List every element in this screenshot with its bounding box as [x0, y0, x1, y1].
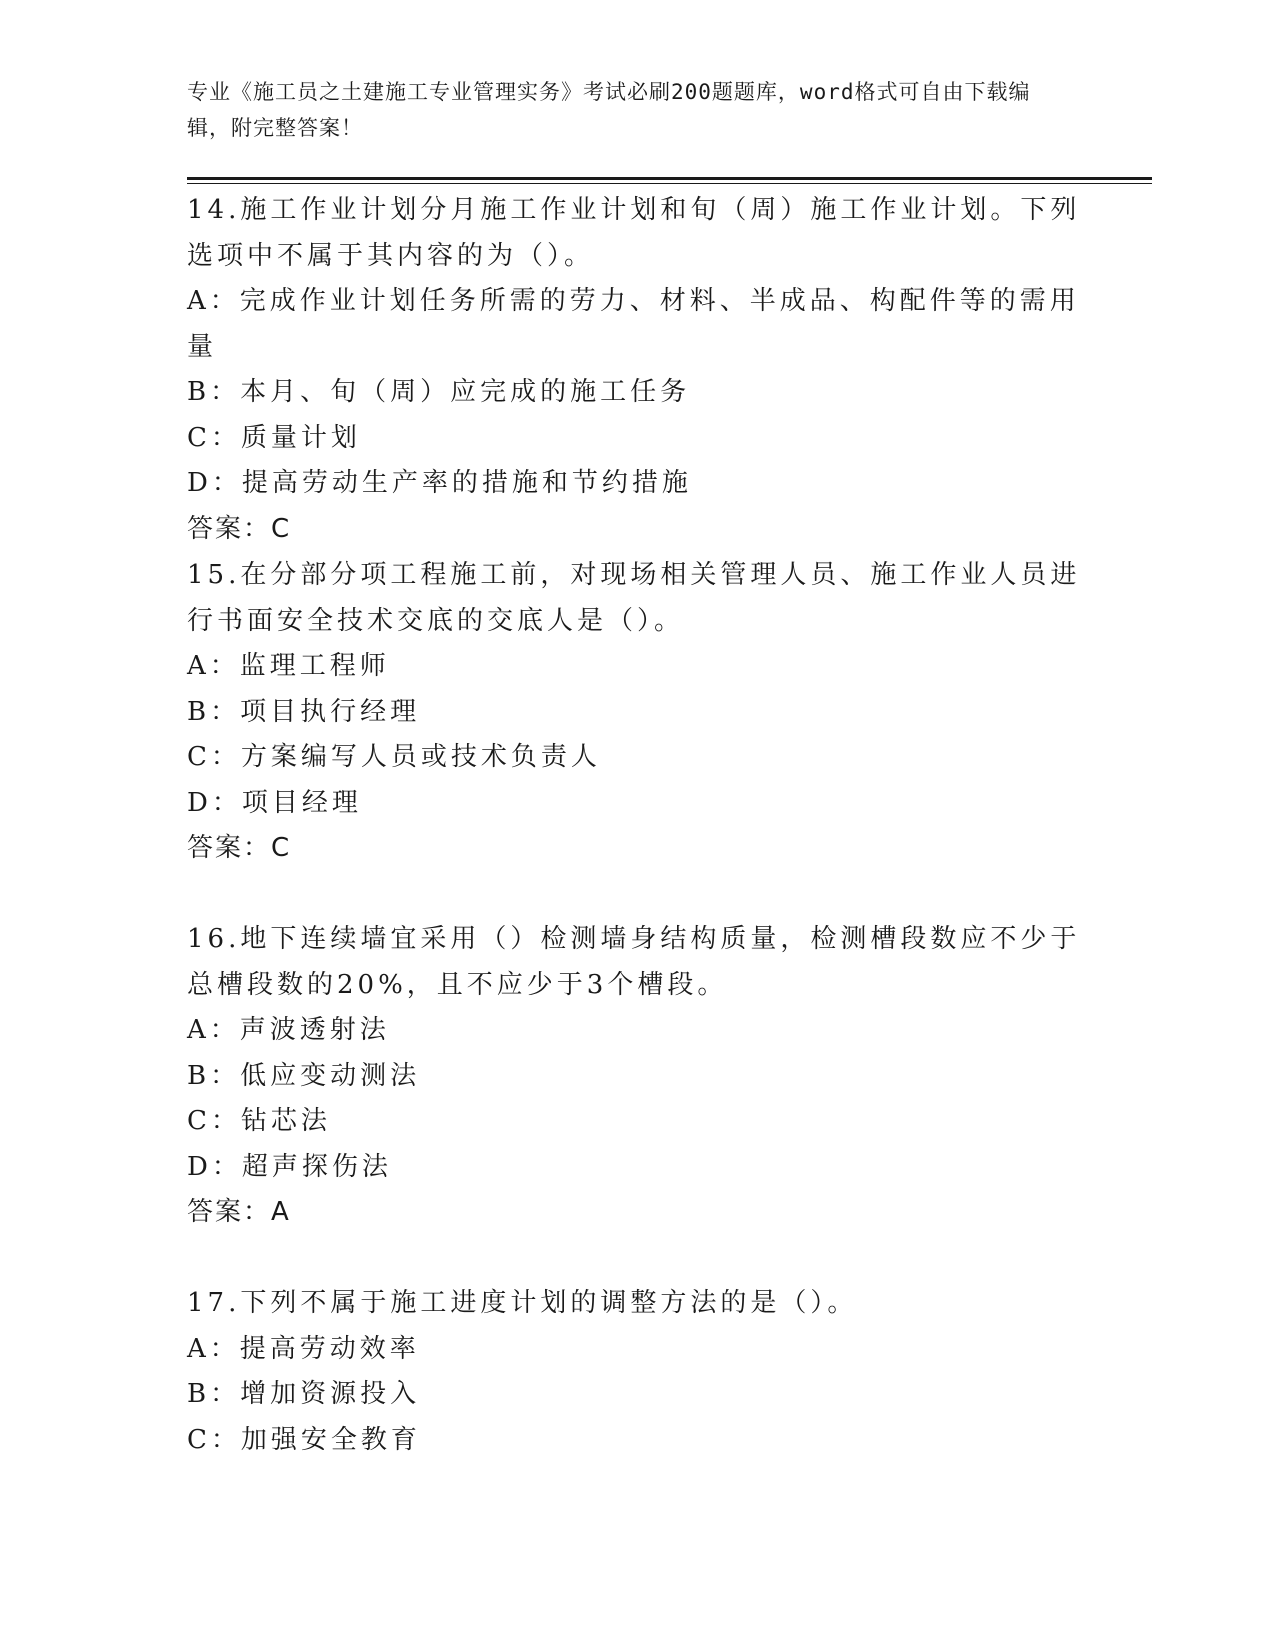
question-15 [187, 553, 1087, 872]
question-stem: 14.施工作业计划分月施工作业计划和旬（周）施工作业计划。下列选项中不属于其内容的为（）。 [187, 195, 1081, 271]
option-a: A：完成作业计划任务所需的劳力、材料、半成品、构配件等的需用量 [187, 286, 1080, 362]
option-a: A：声波透射法 [187, 1015, 390, 1045]
option-c: C：加强安全教育 [187, 1424, 421, 1455]
answer: 答案：C [187, 833, 292, 863]
document-header: 专业《施工员之土建施工专业管理实务》考试必刷200题题库，word格式可自由下载编辑，附完整答案！ [187, 80, 1031, 140]
header-divider-thick [187, 177, 1152, 180]
option-b: B：项目执行经理 [187, 696, 421, 727]
option-a: A：提高劳动效率 [187, 1333, 420, 1364]
option-d: D：项目经理 [187, 787, 362, 818]
option-b: B：低应变动测法 [187, 1060, 421, 1091]
answer: 答案：A [187, 1197, 291, 1227]
answer: 答案：C [187, 513, 292, 544]
question-14 [187, 188, 1087, 552]
option-c: C：质量计划 [187, 422, 361, 453]
option-b: B：增加资源投入 [187, 1379, 421, 1409]
question-16 [187, 917, 1087, 1236]
option-a: A：监理工程师 [187, 651, 390, 681]
option-d: D：超声探伤法 [187, 1151, 392, 1182]
question-stem: 15.在分部分项工程施工前，对现场相关管理人员、施工作业人员进行书面安全技术交底的交底人是（）。 [187, 560, 1081, 636]
question-stem: 17.下列不属于施工进度计划的调整方法的是（）。 [187, 1288, 858, 1318]
option-c: C：方案编写人员或技术负责人 [187, 742, 601, 772]
option-b: B：本月、旬（周）应完成的施工任务 [187, 377, 691, 407]
question-stem: 16.地下连续墙宜采用（）检测墙身结构质量，检测槽段数应不少于总槽段数的20%，且不应少于3个槽段。 [187, 924, 1081, 1000]
option-d: D：提高劳动生产率的措施和节约措施 [187, 468, 692, 498]
header-divider-thin [187, 183, 1152, 184]
question-17 [187, 1281, 1087, 1463]
option-c: C：钻芯法 [187, 1106, 331, 1136]
